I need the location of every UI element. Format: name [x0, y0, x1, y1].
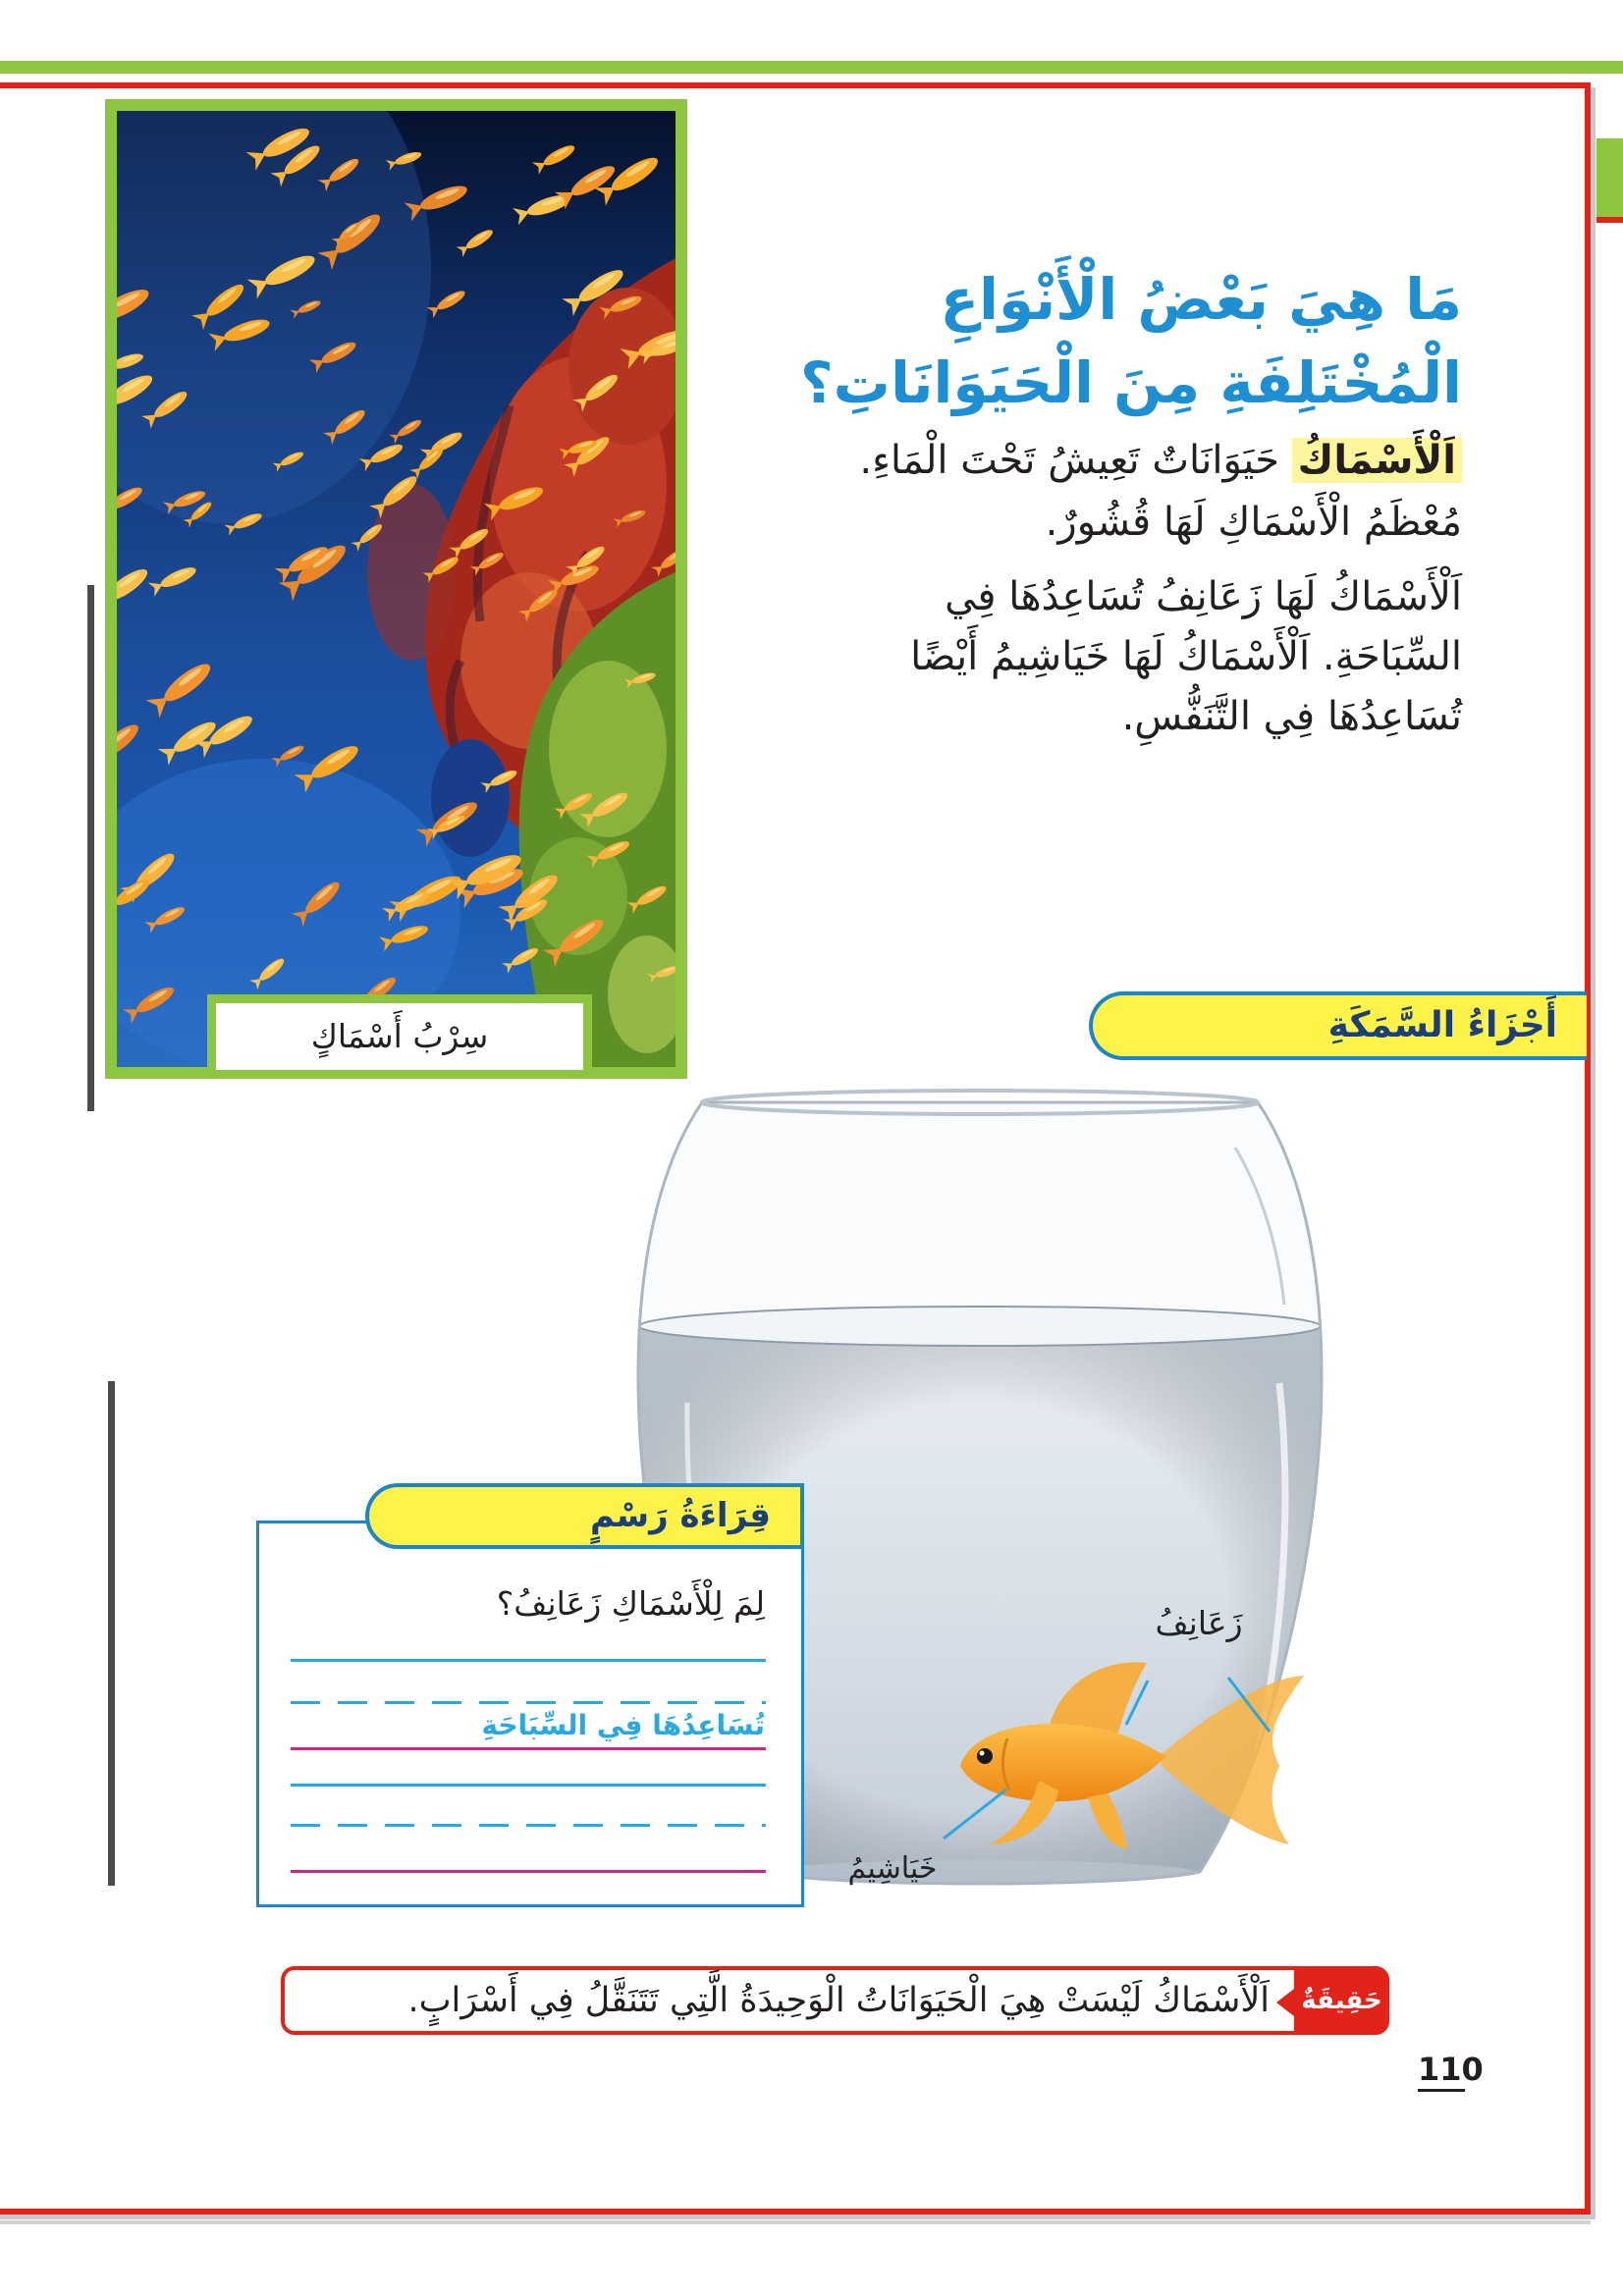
- page-number: 110: [1418, 2050, 1465, 2092]
- page-title: [716, 258, 1462, 425]
- writing-line-dashed: [291, 1824, 766, 1827]
- handwritten-answer: تُسَاعِدُهَا فِي السِّبَاحَةِ: [481, 1709, 765, 1741]
- photo-credit-vertical: [108, 1381, 115, 1886]
- section-heading-fish-parts: أَجْزَاءُ السَّمَكَةِ: [1089, 991, 1587, 1060]
- bottom-rule: [0, 2220, 1591, 2224]
- intro-line: [716, 430, 1462, 492]
- corner-green-tab: [1596, 138, 1623, 217]
- reading-chart-heading: قِرَاءَةُ رَسْمٍ: [365, 1483, 804, 1549]
- body-line: تُسَاعِدُهَا فِي التَّنَفُّسِ.: [1121, 694, 1462, 739]
- top-green-rule: [0, 61, 1623, 74]
- intro-line: مُعْظَمُ الْأَسْمَاكِ لَهَا قُشُورٌ.: [1045, 500, 1462, 545]
- photo-caption: سِرْبُ أَسْمَاكٍ: [207, 994, 592, 1079]
- eye-highlight: [980, 1751, 985, 1756]
- body-line: السِّبَاحَةِ. اَلْأَسْمَاكُ لَهَا خَيَاشِيمُ أَيْضًا: [910, 634, 1462, 679]
- deep-pocket: [431, 739, 510, 857]
- fact-text: اَلْأَسْمَاكُ لَيْسَتْ هِيَ الْحَيَوَانَاتُ الْوَحِيدَةُ الَّتِي تَتَنَقَّلُ فِي أَسْرَابٍ.: [407, 1981, 1270, 2020]
- fact-box: [281, 1966, 1389, 2035]
- corner-red-rule: [1596, 217, 1623, 223]
- fact-label: حَقِيقَةٌ: [1294, 1966, 1389, 2035]
- writing-line-dashed: [291, 1701, 766, 1704]
- writing-line-baseline: [291, 1870, 766, 1873]
- label-fins: زَعَانِفُ: [1155, 1604, 1243, 1642]
- vocabulary-term: اَلْأَسْمَاكُ: [1292, 438, 1462, 483]
- writing-line-baseline: [291, 1747, 766, 1750]
- body-paragraph: [716, 567, 1462, 747]
- body-line: اَلْأَسْمَاكُ لَهَا زَعَانِفُ تُسَاعِدُهَا فِي: [945, 574, 1462, 619]
- reading-chart-box: [256, 1521, 804, 1907]
- intro-line-rest: حَيَوَانَاتٌ تَعِيشُ تَحْتَ الْمَاءِ.: [859, 438, 1279, 483]
- label-gills: خَيَاشِيمُ: [847, 1851, 938, 1886]
- fish-school-image: [117, 111, 676, 1067]
- writing-line-solid: [291, 1784, 766, 1787]
- title-line: الْمُخْتَلِفَةِ مِنَ الْحَيَوَانَاتِ؟: [800, 349, 1462, 416]
- fish-school-photo: [105, 99, 687, 1079]
- writing-line-solid: [291, 1659, 766, 1662]
- fish-eye: [977, 1748, 993, 1764]
- question-text: لِمَ لِلْأَسْمَاكِ زَعَانِفُ؟: [496, 1584, 765, 1623]
- title-line: مَا هِيَ بَعْضُ الْأَنْوَاعِ: [940, 266, 1462, 333]
- intro-paragraph: [716, 430, 1462, 554]
- water-surface: [639, 1307, 1321, 1346]
- photo-credit-vertical: [87, 585, 94, 1111]
- fact-label-pointer: [1276, 1989, 1294, 2016]
